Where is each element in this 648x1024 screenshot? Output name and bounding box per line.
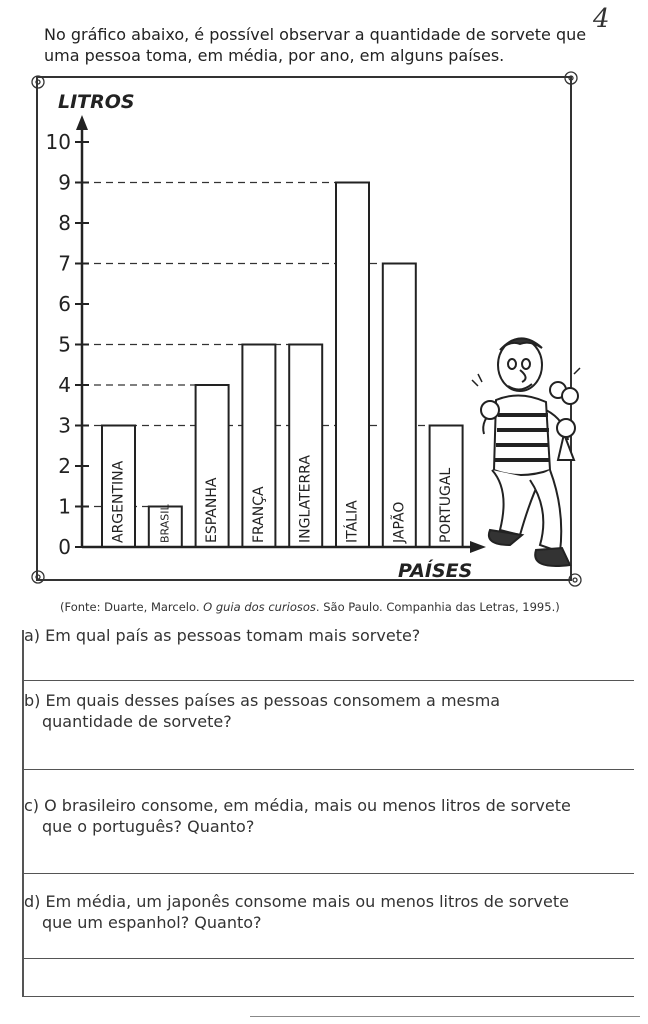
question-d-line-1: d) Em média, um japonês consome mais ou menos litros de sorvete xyxy=(24,892,569,911)
y-tick-label: 7 xyxy=(58,251,71,276)
source-suffix: . São Paulo. Companhia das Letras, 1995.) xyxy=(315,600,560,614)
answer-divider-b xyxy=(22,769,634,770)
bar-label: FRANÇA xyxy=(250,486,267,543)
x-axis-label: PAÍSES xyxy=(398,560,473,582)
y-tick-label: 8 xyxy=(58,211,71,235)
y-tick-label: 9 xyxy=(58,170,71,195)
y-axis-arrow xyxy=(76,115,88,130)
question-a-line-1: a) Em qual país as pessoas tomam mais sorvete? xyxy=(24,626,421,645)
y-tick-label: 2 xyxy=(58,454,71,478)
bar-label: INGLATERRA xyxy=(297,455,314,543)
y-tick-label: 6 xyxy=(58,292,71,316)
bar-label: BRASIL xyxy=(158,504,172,543)
question-c xyxy=(24,795,594,837)
y-tick-label: 4 xyxy=(58,373,71,397)
question-b-line-2: quantidade de sorvete? xyxy=(42,712,232,731)
answer-divider-d xyxy=(22,958,634,959)
y-tick-label: 0 xyxy=(58,535,71,559)
answer-divider-c xyxy=(22,873,634,874)
source-book-title: O guia dos curiosos xyxy=(203,600,316,614)
page-number: 4 xyxy=(593,4,610,34)
bar-label: ESPANHA xyxy=(204,477,221,543)
bar-label: JAPÃO xyxy=(391,501,408,543)
page-bottom-rule xyxy=(250,1016,640,1017)
answer-bottom-rule xyxy=(22,996,634,997)
source-prefix: (Fonte: Duarte, Marcelo. xyxy=(60,600,204,614)
axes xyxy=(76,115,486,553)
question-b-line-1: b) Em quais desses países as pessoas consomem a mesma xyxy=(24,691,501,710)
bar-label: PORTUGAL xyxy=(438,467,455,543)
question-c-line-2: que o português? Quanto? xyxy=(42,817,255,836)
boy-with-ice-cream-illustration xyxy=(470,330,590,590)
question-d xyxy=(24,891,594,933)
y-tick-label: 1 xyxy=(58,494,71,519)
question-b xyxy=(24,690,594,732)
intro-line-2: uma pessoa toma, em média, por ano, em alguns países. xyxy=(44,46,505,65)
y-tick-label: 5 xyxy=(58,332,71,357)
answer-divider-a xyxy=(22,680,634,681)
source-citation xyxy=(60,600,560,614)
y-axis-label: LITROS xyxy=(58,91,135,113)
bar-label: ARGENTINA xyxy=(110,460,127,543)
bars xyxy=(102,183,463,548)
y-tick-label: 10 xyxy=(45,130,71,154)
question-c-line-1: c) O brasileiro consome, em média, mais ou menos litros de sorvete xyxy=(24,796,571,815)
bar-itália xyxy=(336,183,369,548)
intro-line-1: No gráfico abaixo, é possível observar a quantidade de sorvete que xyxy=(44,25,587,44)
y-tick-label: 3 xyxy=(58,413,71,438)
question-d-line-2: que um espanhol? Quanto? xyxy=(42,913,262,932)
question-a xyxy=(24,625,594,646)
bar-label: ITÁLIA xyxy=(344,500,361,543)
